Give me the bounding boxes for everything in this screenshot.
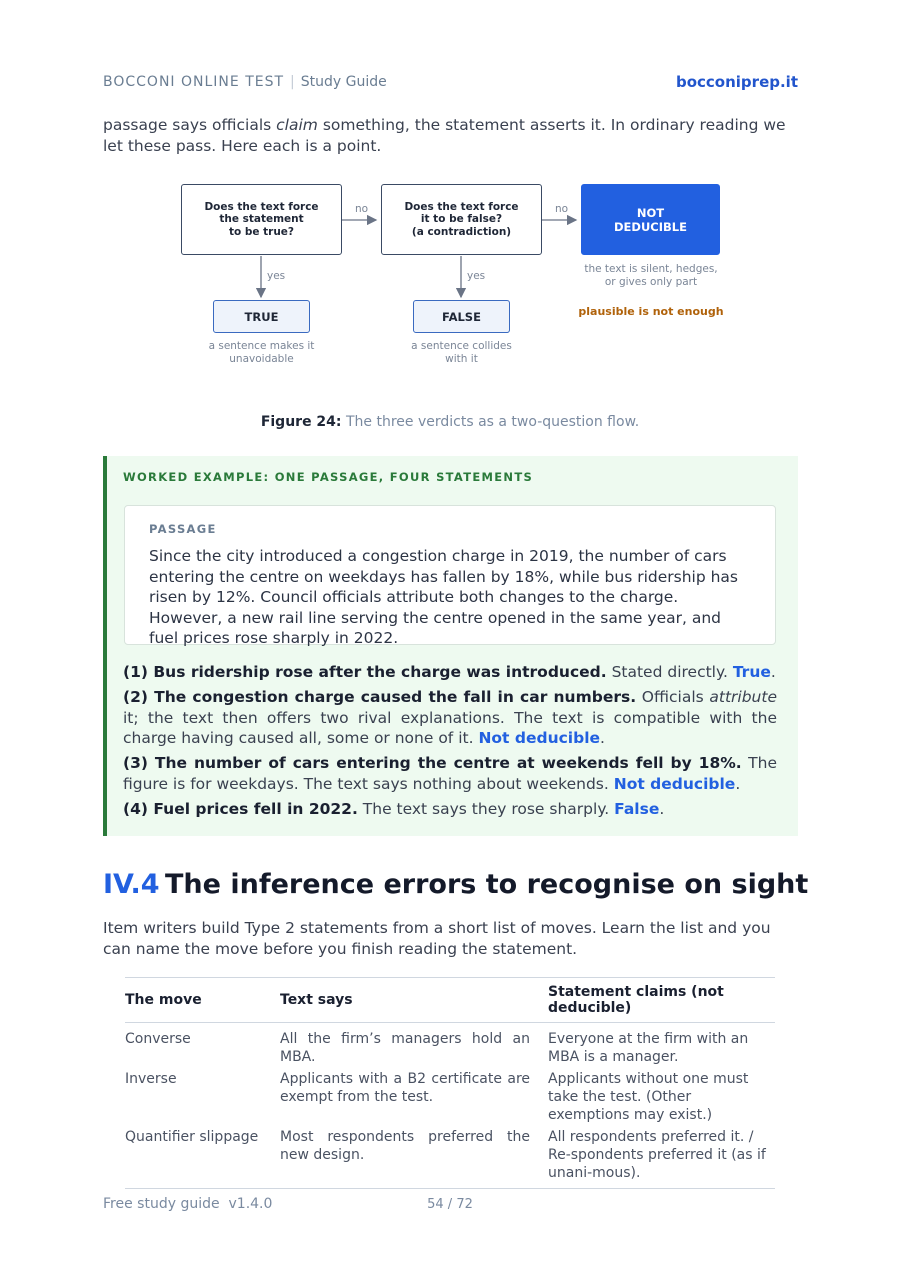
question-box-2	[381, 184, 542, 255]
q2-line: Does the text force	[404, 200, 519, 213]
passage-text: Since the city introduced a congestion charge in 2019, the number of cars entering the centre on weekdays has fallen by 18%, while bus ridership has risen by 12%. Council officials attribute both changes to the charge. However, a new rail line serving the centre opened in the same year, and fuel prices rose sharply in 2022.	[149, 547, 738, 647]
header-subtitle: Study Guide	[300, 74, 387, 90]
q2-line: it to be false?	[420, 213, 503, 226]
label-no-2: no	[555, 203, 569, 215]
q1-line: the statement	[219, 213, 304, 226]
table-cell: All respondents preferred it. / Re-spondents preferred it (as if unani-mous).	[548, 1128, 775, 1189]
page-separator: /	[447, 1197, 453, 1212]
section-number: IV.4	[103, 869, 160, 900]
table-cell: Applicants with a B2 certificate are exempt from the test.	[280, 1071, 530, 1105]
statement-explanation-cont: it; the text then offers two rival explanations. The text is compatible with the charge having caused all, some or none of it.	[123, 708, 777, 747]
worked-example-title: WORKED EXAMPLE: ONE PASSAGE, FOUR STATEMENTS	[123, 470, 534, 484]
intro-text-a: passage says officials	[103, 116, 277, 134]
flowchart	[0, 0, 900, 400]
figure-caption	[0, 414, 900, 430]
note-line: the text is silent, hedges,	[584, 263, 718, 275]
verdict-not-deducible: Not deducible	[478, 729, 601, 747]
table-cell: Inverse	[125, 1071, 177, 1087]
table-row	[125, 1070, 775, 1128]
false-box: FALSE	[413, 300, 510, 333]
intro-emphasis: claim	[276, 116, 318, 134]
column-header: The move	[125, 978, 280, 1023]
table-cell: Everyone at the firm with an MBA is a manager.	[548, 1031, 749, 1065]
table-cell: Most respondents preferred the new design.	[280, 1128, 548, 1189]
statement-item: (2) The congestion charge caused the fall in car numbers. Officials attribute it; the text then offers two rival explanations. The text is compatible with the charge having caused all, some or none of it. Not deducible.	[123, 688, 777, 747]
footer-label: Free study guide	[103, 1196, 220, 1212]
q1-line: Does the text force	[204, 200, 319, 213]
verdict-not-deducible: Not deducible	[613, 774, 736, 793]
statement-list	[123, 662, 777, 824]
note-line: a sentence collides	[411, 340, 512, 352]
label-yes-1: yes	[267, 270, 286, 282]
table-cell: Quantifier slippage	[125, 1128, 280, 1189]
statement-explanation: The figure is for weekdays. The text says nothing about weekends.	[123, 754, 777, 793]
not-deducible-note	[571, 263, 731, 288]
not-deducible-box	[581, 184, 720, 255]
statement-item: (4) Fuel prices fell in 2022. The text says they rose sharply. False.	[123, 799, 665, 818]
label-no-1: no	[355, 203, 369, 215]
statement-text: (1) Bus ridership rose after the charge was introduced.	[123, 663, 607, 681]
question-box-1	[181, 184, 342, 255]
header-separator: |	[290, 74, 295, 90]
statement-text: (3) The number of cars entering the centre at weekends fell by 18%.	[123, 754, 742, 772]
true-box: TRUE	[213, 300, 310, 333]
note-line: unavoidable	[229, 352, 294, 365]
q2-line: (a contradiction)	[411, 225, 512, 238]
intro-text-b: something, the statement asserts it. In ordinary reading we let these pass. Here each is a point.	[103, 116, 786, 155]
note-line: or gives only part	[604, 275, 698, 288]
statement-explanation: The text says they rose sharply.	[357, 799, 615, 818]
true-note	[181, 340, 342, 365]
statement-item: (3) The number of cars entering the centre at weekends fell by 18%. The figure is for weekdays. The text says nothing about weekends. Not deducible.	[123, 754, 777, 793]
statement-explanation: Officials	[636, 688, 710, 706]
section-intro: Item writers build Type 2 statements from a short list of moves. Learn the list and you can name the move before you finish reading the statement.	[103, 919, 771, 958]
table-cell: Applicants without one must take the test. (Other exemptions may exist.)	[548, 1071, 749, 1123]
note-line: a sentence makes it	[208, 340, 315, 352]
column-header: Text says	[280, 978, 548, 1023]
statement-text: (2) The congestion charge caused the fall in car numbers.	[123, 688, 637, 706]
header-site-link[interactable]: bocconiprep.it	[675, 73, 798, 91]
total-pages: 72	[456, 1197, 473, 1212]
statement-text: (4) Fuel prices fell in 2022.	[123, 799, 358, 818]
header-brand: BOCCONI ONLINE TEST	[103, 74, 285, 90]
figure-label: Figure 24:	[260, 414, 342, 430]
statement-item: (1) Bus ridership rose after the charge was introduced. Stated directly. True.	[123, 663, 776, 681]
verdict-true: True	[732, 663, 771, 681]
inference-errors-table	[125, 977, 775, 1189]
table-header-row	[125, 978, 775, 1023]
q1-line: to be true?	[228, 225, 295, 238]
not-deducible-line: NOT	[636, 205, 665, 220]
false-note	[381, 340, 542, 365]
figure-caption-text: The three verdicts as a two-question flow.	[345, 414, 640, 430]
not-deducible-line: DEDUCIBLE	[614, 219, 687, 234]
footer-version: v1.4.0	[228, 1196, 273, 1212]
plausible-warning: plausible is not enough	[578, 305, 724, 318]
statement-emphasis: attribute	[709, 688, 777, 706]
table-cell: All the firm’s managers hold an MBA.	[280, 1031, 530, 1065]
label-yes-2: yes	[467, 270, 486, 282]
table-row	[125, 1128, 775, 1189]
table-row	[125, 1023, 775, 1071]
table-cell: Converse	[125, 1031, 191, 1047]
page-number	[0, 1197, 900, 1212]
section-title: The inference errors to recognise on sight	[165, 869, 809, 900]
column-header: Statement claims (not deducible)	[548, 978, 775, 1023]
verdict-false: False	[614, 799, 660, 818]
passage-label: PASSAGE	[149, 522, 217, 536]
note-line: with it	[445, 352, 478, 365]
current-page: 54	[427, 1197, 444, 1212]
statement-explanation: Stated directly.	[606, 663, 733, 681]
